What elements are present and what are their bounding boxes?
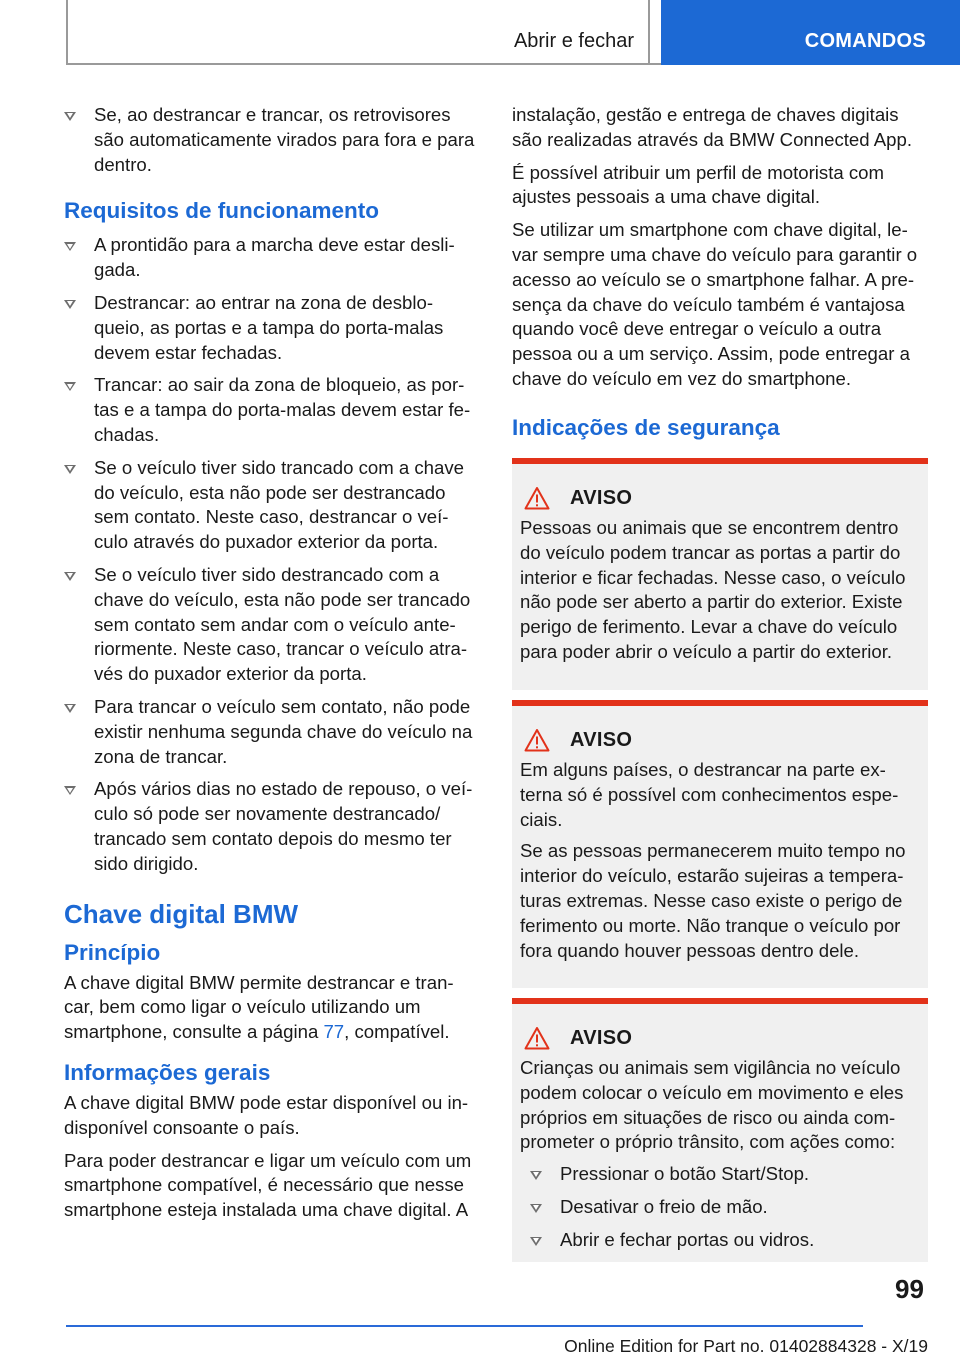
warning-header: [520, 728, 920, 752]
list-item: [64, 563, 478, 687]
chapter-label: COMANDOS: [804, 30, 926, 52]
triangle-bullet-icon: [64, 300, 76, 309]
triangle-bullet-icon: [64, 242, 76, 251]
right-column: [512, 103, 926, 450]
principle-text: A chave digital BMW permite destrancar e tran-car, bem como ligar o veículo utilizando um smartphone, consulte a página: [64, 971, 454, 1043]
triangle-bullet-icon: [530, 1204, 542, 1213]
body-paragraph: Se utilizar um smartphone com chave digital, le-var sempre uma chave do veículo para garantir o acesso ao veículo se o smartphone falhar. A pre-sença da chave do veículo também é vantajosa quando você deve entregar o veículo a outra pessoa ou a um serviço. Assim, pode entregar a chave do veículo em vez do smartphone.: [512, 219, 918, 389]
requirements-heading: Requisitos de funcionamento: [64, 198, 380, 224]
page-number: 99: [895, 1274, 924, 1304]
list-item-text: Trancar: ao sair da zona de bloqueio, as por-tas e a tampa do porta-malas devem estar fe-chadas.: [94, 374, 471, 445]
list-item-text: Se o veículo tiver sido trancado com a chave do veículo, esta não pode ser destrancado sem contato. Neste caso, destrancar o veí-culo através do puxador exterior da porta.: [94, 456, 465, 553]
section-label: Abrir e fechar: [513, 30, 634, 52]
principle-heading: Princípio: [64, 939, 161, 965]
triangle-bullet-icon: [64, 382, 76, 391]
warning-triangle-icon: [524, 486, 550, 510]
chapter-tab[interactable]: [661, 0, 960, 65]
triangle-bullet-icon: [64, 786, 76, 795]
triangle-bullet-icon: [64, 704, 76, 713]
warning-box: [512, 458, 928, 690]
list-item: [64, 291, 478, 365]
warning-triangle-icon: [524, 1026, 550, 1050]
general-paragraph: A chave digital BMW pode estar disponível ou in-disponível consoante o país.: [64, 1091, 469, 1138]
footer-divider: [66, 1325, 863, 1327]
warning-triangle-icon: [524, 728, 550, 752]
warning-text: Crianças ou animais sem vigilância no veículo podem colocar o veículo em movimento e eles próprios em situações de risco ou ainda com-prometer o próprio trânsito, com ações como:: [520, 1057, 904, 1153]
list-item-text: A prontidão para a marcha deve estar desli-gada.: [94, 234, 455, 281]
general-paragraph: Para poder destrancar e ligar um veículo com um smartphone compatível, é necessário que nesse smartphone esteja instalada uma chave digital. A: [64, 1149, 472, 1221]
list-item: [64, 233, 478, 283]
warning-box: [512, 700, 928, 988]
triangle-bullet-icon: [530, 1171, 542, 1180]
list-item: [64, 456, 478, 555]
warning-title: AVISO: [570, 1026, 633, 1049]
list-item: [530, 1195, 920, 1220]
list-item: [530, 1162, 920, 1187]
warning-title: AVISO: [570, 486, 633, 509]
list-item-text: Pressionar o botão Start/Stop.: [560, 1163, 810, 1185]
safety-heading: Indicações de segurança: [512, 414, 780, 440]
warning-header: [520, 1026, 920, 1050]
page-reference-link[interactable]: 77: [323, 1021, 345, 1043]
list-item: [530, 1228, 920, 1253]
edition-note: Online Edition for Part no. 01402884328 - X/19: [564, 1336, 928, 1356]
warning-text: Se as pessoas permanecerem muito tempo no interior do veículo, estarão sujeiras a tempera-turas extremas. Nesse caso existe o perigo de ferimento ou morte. Não tranque o veículo por fora quando houver pessoas dentro dele.: [520, 840, 906, 961]
principle-text-end: , compatível.: [344, 1021, 450, 1043]
list-item: [64, 373, 478, 447]
list-item: [64, 695, 478, 769]
body-paragraph: É possível atribuir um perfil de motorista com ajustes pessoais a uma chave digital.: [512, 161, 885, 208]
triangle-bullet-icon: [64, 465, 76, 474]
list-item-text: Se, ao destrancar e trancar, os retrovisores são automaticamente virados para fora e para dentro.: [94, 104, 475, 175]
list-item: [64, 103, 478, 177]
body-paragraph: instalação, gestão e entrega de chaves digitais são realizadas através da BMW Connected App.: [512, 104, 912, 150]
section-tab[interactable]: [66, 0, 650, 65]
warning-box: [512, 998, 928, 1262]
list-item-text: Destrancar: ao entrar na zona de desblo-queio, as portas e a tampa do porta-malas devem estar fechadas.: [94, 291, 444, 363]
chapter-heading: Chave digital BMW: [64, 898, 299, 929]
triangle-bullet-icon: [530, 1237, 542, 1246]
list-item-text: Para trancar o veículo sem contato, não pode existir nenhuma segunda chave do veículo na zona de trancar.: [94, 695, 473, 767]
list-item-text: Após vários dias no estado de repouso, o veí-culo só pode ser novamente destrancado/ trancado sem contato depois do mesmo ter sido dirigido.: [94, 778, 473, 874]
list-item-text: Abrir e fechar portas ou vidros.: [560, 1228, 815, 1250]
triangle-bullet-icon: [64, 112, 76, 121]
warning-text: Pessoas ou animais que se encontrem dentro do veículo podem trancar as portas a partir do interior e ficar fechadas. Nesse caso, o veículo não pode ser aberto a partir do exterior. Existe perigo de ferimento. Levar a chave do veículo para poder abrir o veículo a partir do exterior.: [520, 517, 906, 662]
principle-paragraph: [64, 971, 478, 1045]
triangle-bullet-icon: [64, 572, 76, 581]
warning-title: AVISO: [570, 728, 633, 751]
warning-header: [520, 486, 920, 510]
warning-text: Em alguns países, o destrancar na parte ex-terna só é possível com conhecimentos espe-ciais.: [520, 759, 899, 830]
list-item-text: Desativar o freio de mão.: [560, 1195, 768, 1217]
general-info-heading: Informações gerais: [64, 1059, 271, 1085]
left-column: [64, 103, 478, 1231]
list-item-text: Se o veículo tiver sido destrancado com a chave do veículo, esta não pode ser trancado sem contato sem andar com o veículo ante-riormente. Neste caso, trancar o veículo atra-vés do puxador exterior da porta.: [94, 563, 471, 685]
list-item: [64, 777, 478, 876]
